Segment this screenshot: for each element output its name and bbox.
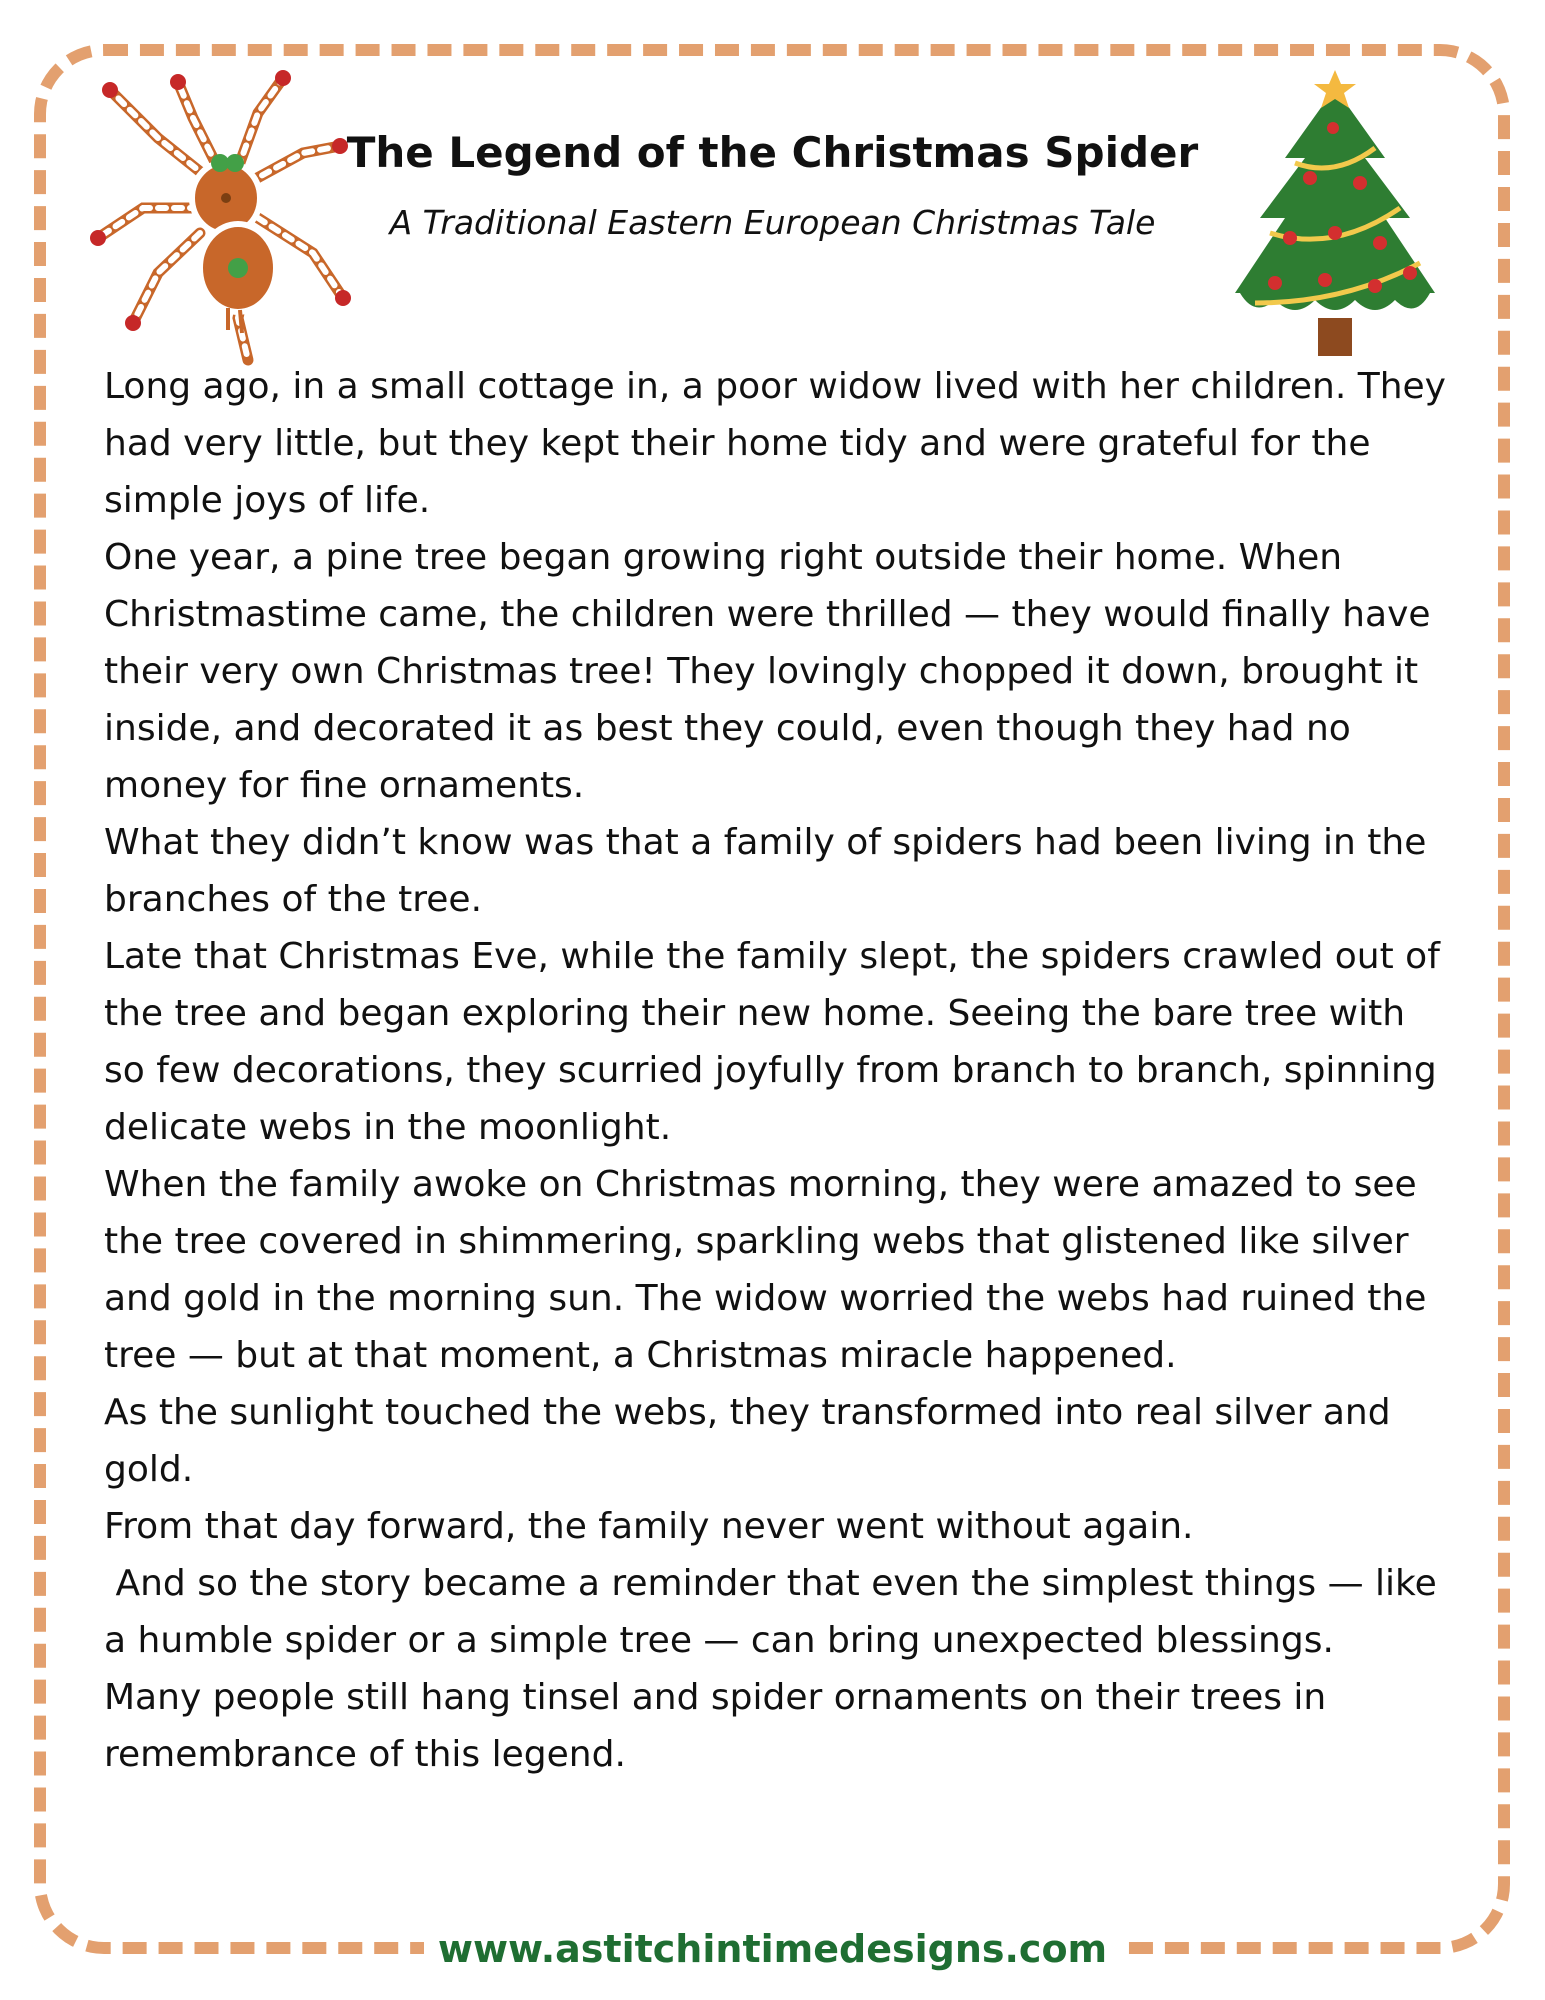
story-paragraph: From that day forward, the family never went without again. bbox=[104, 1506, 1194, 1547]
story-paragraph: Long ago, in a small cottage in, a poor widow lived with her children. They had very little, but they kept their home tidy and were grateful for the simple joys of life. bbox=[104, 366, 1458, 521]
story-paragraph: And so the story became a reminder that even the simplest things — like a humble spider or a simple tree — can bring unexpected blessings. bbox=[104, 1563, 1449, 1661]
story-paragraph: As the sunlight touched the webs, they transformed into real silver and gold. bbox=[104, 1392, 1403, 1490]
page-title: The Legend of the Christmas Spider bbox=[346, 128, 1199, 177]
story-paragraph: Late that Christmas Eve, while the family slept, the spiders crawled out of the tree and began exploring their new home. Seeing the bare tree with so few decorations, they scurried joyfully from branch to branch, spinning delicate webs in the moonlight. bbox=[104, 936, 1452, 1148]
story-body bbox=[104, 358, 1458, 1783]
story-paragraph: What they didn’t know was that a family of spiders had been living in the branches of the tree. bbox=[104, 822, 1438, 920]
footer-url[interactable]: www.astitchintimedesigns.com bbox=[424, 1927, 1121, 1971]
story-paragraph: Many people still hang tinsel and spider ornaments on their trees in remembrance of this legend. bbox=[104, 1677, 1338, 1775]
footer-website bbox=[0, 1927, 1545, 1971]
story-paragraph: When the family awoke on Christmas morning, they were amazed to see the tree covered in shimmering, sparkling webs that glistened like silver and gold in the morning sun. The widow worried the webs had ruined the tree — but at that moment, a Christmas miracle happened. bbox=[104, 1164, 1438, 1376]
page-subtitle: A Traditional Eastern European Christmas Tale bbox=[389, 203, 1156, 242]
story-paragraph: One year, a pine tree began growing right outside their home. When Christmastime came, the children were thrilled — they would finally have their very own Christmas tree! They lovingly chopped it down, brought it inside, and decorated it as best they could, even though they had no money for fine ornaments. bbox=[104, 537, 1442, 806]
